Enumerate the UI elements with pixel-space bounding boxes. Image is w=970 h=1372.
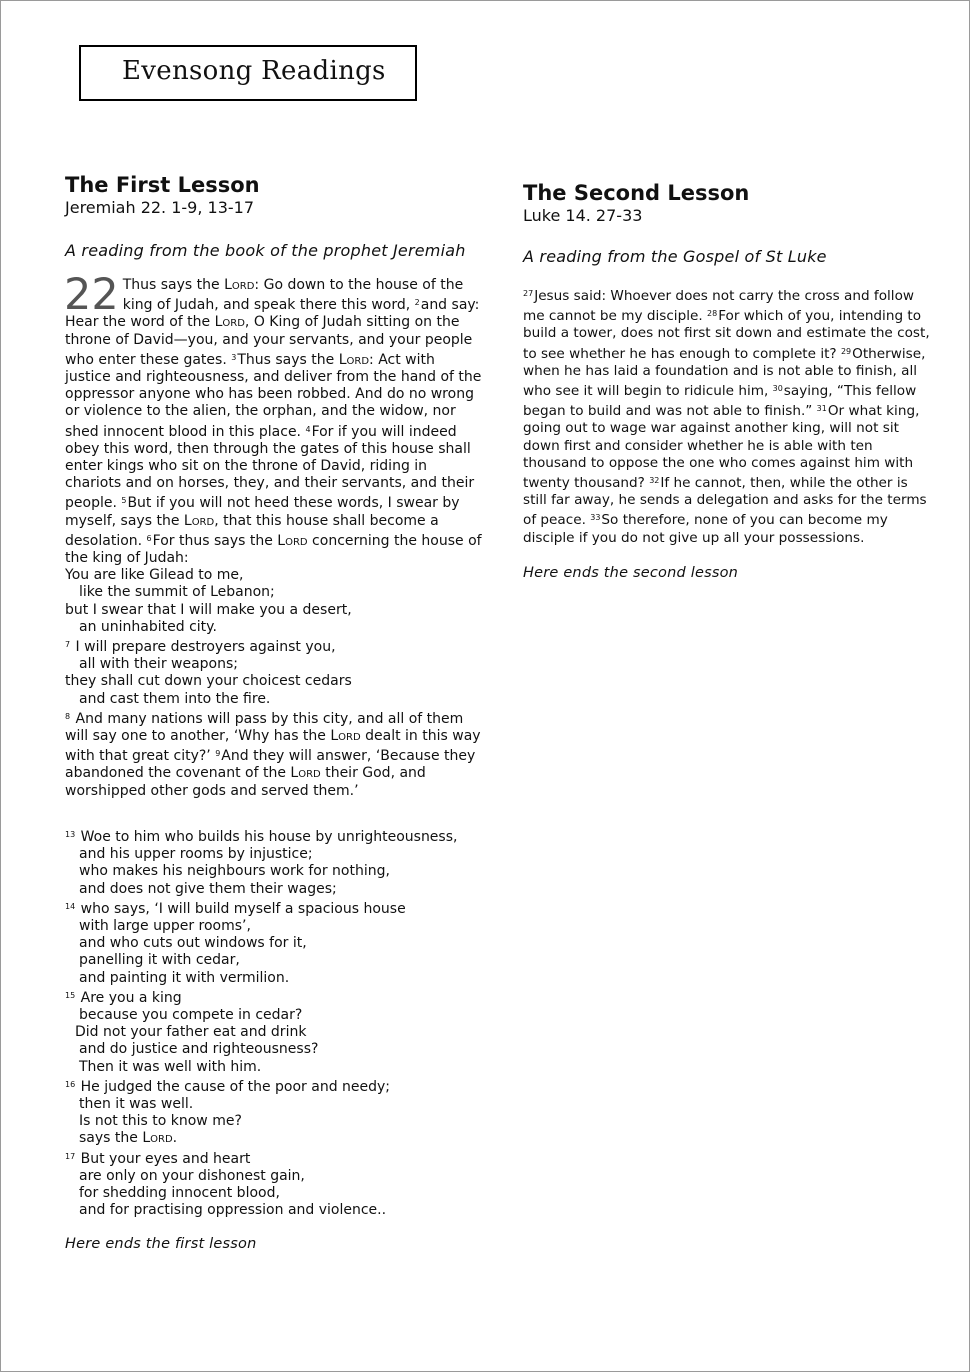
first-lesson-column [65, 172, 485, 1253]
verse-number: 28 [707, 309, 718, 319]
second-lesson-text [523, 285, 933, 547]
prose-segment: , O King of Judah sitting on the throne of David—you, and your servants, and your people who enter these gates. [65, 314, 473, 368]
poem-line: and does not give them their wages; [79, 880, 337, 897]
poem-line: like the summit of Lebanon; [79, 584, 275, 601]
prose-segment: dealt in this way with that great city?’ [65, 728, 481, 765]
prose-segment: concerning the house of the king of Judah: [65, 532, 482, 567]
poem-line [65, 898, 485, 918]
second-lesson-ending: Here ends the second lesson [523, 564, 739, 581]
chapter-dropcap: 22 [64, 270, 119, 320]
prose-segment: For which of you, intending to build a tower, does not first sit down and estimate the cost, to see whether he has enough to complete it? [523, 308, 930, 362]
poem-line: and who cuts out windows for it, [79, 935, 307, 952]
poem-line [65, 1148, 485, 1168]
verse-number: 2 [414, 298, 420, 308]
prose-segment: Jesus said: Whoever does not carry the cross and follow me cannot be my disciple. [523, 288, 915, 325]
poem-text: . [172, 1130, 178, 1147]
verse-number: 6 [146, 533, 152, 543]
first-lesson-heading: The First Lesson [65, 173, 260, 197]
prose-segment: So therefore, none of you can become my disciple if you do not give up all your possessions. [523, 512, 888, 546]
prose-paragraph [65, 708, 485, 800]
verse-number: 29 [840, 346, 852, 356]
poem-text: Are you a king [76, 989, 182, 1006]
page-title: Evensong Readings [122, 56, 386, 86]
first-lesson-ending: Here ends the first lesson [65, 1236, 257, 1253]
poem-line: for shedding innocent blood, [79, 1184, 280, 1201]
poem-line: are only on your dishonest gain, [79, 1167, 305, 1184]
prose-segment: saying, “This fellow began to build and was not able to finish.” [523, 383, 917, 420]
prose-segment: But if you will not heed these words, I swear by myself, says the [65, 495, 460, 529]
poem-text: who says, ‘I will build myself a spacious house [76, 900, 406, 917]
poem-line: Did not your father eat and drink [75, 1024, 307, 1041]
verse-number: 5 [121, 496, 127, 506]
poem-line: Is not this to know me? [79, 1113, 242, 1130]
verse-number: 14 [65, 901, 76, 911]
verse-number: 8 [65, 711, 71, 721]
poem-line: with large upper rooms’, [79, 917, 251, 934]
prose-segment: their God, and worshipped other gods and served them.’ [65, 765, 426, 799]
poem-line: panelling it with cedar, [79, 952, 240, 969]
prose-segment: If he cannot, then, while the other is still far away, he sends a delegation and asks for the terms of peace. [523, 475, 927, 529]
second-lesson-column [523, 180, 933, 582]
poem-line: they shall cut down your choicest cedars [65, 673, 352, 690]
poem-line: and for practising oppression and violence.. [79, 1202, 387, 1219]
divine-name: Lord [277, 532, 308, 549]
verse-number: 9 [215, 749, 221, 759]
poem-line: who makes his neighbours work for nothing, [79, 863, 390, 880]
divine-name: Lord [290, 765, 321, 782]
verse-number: 3 [231, 352, 237, 362]
divine-name: Lord [330, 728, 361, 745]
poem-line: an uninhabited city. [79, 618, 217, 635]
first-lesson-intro: A reading from the book of the prophet Jeremiah [65, 241, 466, 260]
first-lesson-text [64, 270, 485, 1219]
divine-name: Lord [224, 277, 255, 293]
poem-line [65, 1076, 485, 1096]
stanza-gap [65, 800, 485, 818]
prose-segment: And they will answer, ‘Because they abandoned the covenant of the [65, 748, 476, 782]
verse-number: 7 [65, 640, 71, 650]
verse-number: 32 [649, 476, 660, 486]
verse-number: 15 [65, 990, 76, 1000]
second-lesson-reference: Luke 14. 27-33 [523, 206, 643, 225]
divine-name: Lord [142, 1130, 173, 1147]
poem-line: and cast them into the fire. [79, 690, 271, 707]
divine-name: Lord [338, 351, 370, 368]
verse-number: 13 [65, 829, 76, 839]
poem-line: and his upper rooms by injustice; [79, 846, 313, 863]
verse-number: 31 [816, 404, 827, 414]
poem-text: But your eyes and heart [76, 1150, 251, 1167]
divine-name: Lord [214, 314, 245, 331]
poem-line: You are like Gilead to me, [65, 567, 244, 584]
verse-number: 30 [772, 384, 783, 394]
poem-line: all with their weapons; [79, 656, 239, 673]
prose-segment: For if you will indeed obey this word, then through the gates of this house shall enter kings who sit on the throne of David, riding in chariots and on horses, they, and their servants, and their people. [65, 423, 475, 512]
prose-segment: : Go down to the house of the king of Judah, and speak there this word, [122, 277, 464, 314]
poem-line [65, 636, 485, 656]
second-lesson-intro: A reading from the Gospel of St Luke [523, 247, 827, 266]
divine-name: Lord [183, 512, 215, 529]
prose-segment: : Act with justice and righteousness, and deliver from the hand of the oppressor anyone who has been robbed. And do no wrong or violence to the alien, the orphan, and the widow, nor shed innocent blood in this place. [65, 351, 482, 440]
poem-line: then it was well. [79, 1095, 194, 1112]
poem-line [65, 987, 485, 1007]
prose-segment: For thus says the [152, 532, 278, 549]
verse-number: 27 [523, 289, 534, 298]
poem-text: Woe to him who builds his house by unrighteousness, [76, 828, 458, 845]
poem-line [65, 1130, 485, 1147]
poem-line [65, 826, 485, 846]
poem-line: because you compete in cedar? [79, 1006, 303, 1023]
verse-number: 4 [305, 424, 311, 434]
first-lesson-reference: Jeremiah 22. 1-9, 13-17 [65, 198, 255, 217]
prose-segment: And many nations will pass by this city, and all of them will say one to another, ‘Why has the [65, 710, 464, 745]
title-box [79, 45, 417, 101]
prose-segment: Otherwise, when he has laid a foundation and is not able to finish, all who see it will begin to ridicule him, [523, 345, 926, 400]
verse-number: 33 [590, 513, 601, 523]
prose-segment: Thus says the [122, 277, 225, 293]
poem-line: Then it was well with him. [79, 1058, 262, 1075]
verse-number: 16 [65, 1079, 76, 1089]
poem-line: and painting it with vermilion. [79, 969, 290, 986]
poem-text: I will prepare destroyers against you, [71, 639, 336, 656]
prose-segment: Or what king, going out to wage war against another king, will not sit down first and consider whether he is able with ten thousand to oppose the one who comes against him with twenty thousand? [523, 403, 920, 492]
prose-segment: Thus says the [237, 351, 339, 368]
prose-segment: , that this house shall become a desolation. [65, 512, 439, 549]
prose-segment: and say: Hear the word of the [65, 297, 480, 331]
poem-line: and do justice and righteousness? [79, 1041, 319, 1058]
poem-line: but I swear that I will make you a desert, [65, 601, 352, 618]
poem-text: He judged the cause of the poor and needy; [76, 1078, 391, 1095]
second-lesson-heading: The Second Lesson [523, 181, 750, 205]
verse-number: 17 [65, 1151, 76, 1161]
poem-text: says the [79, 1130, 143, 1147]
